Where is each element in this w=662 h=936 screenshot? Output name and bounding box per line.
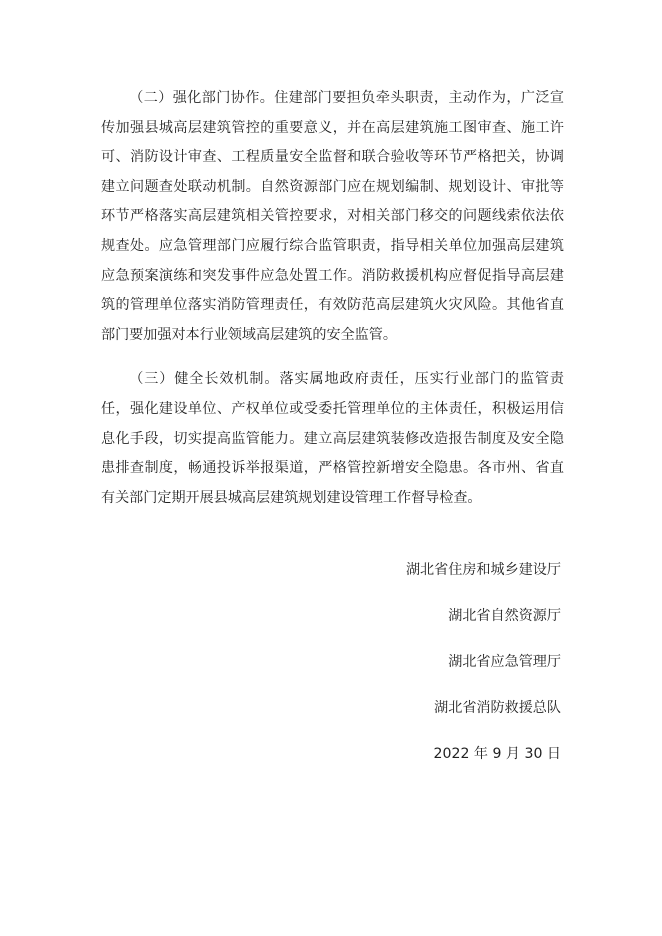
paragraph-long-term-mechanism: （三）健全长效机制。落实属地政府责任，压实行业部门的监管责任，强化建设单位、产权单位或受委托管理单位的主体责任，积极运用信息化手段，切实提高监管能力。建立高层建筑装修改造报告制度及安全隐患排查制度，畅通投诉举报渠道，严格管控新增安全隐患。各市州、省直有关部门定期开展县城高层建筑规划建设管理工作督导检查。	[101, 371, 564, 506]
paragraph-strengthen-coordination: （二）强化部门协作。住建部门要担负牵头职责，主动作为，广泛宣传加强县城高层建筑管控的重要意义，并在高层建筑施工图审查、施工许可、消防设计审查、工程质量安全监督和联合验收等环节严格把关，协调建立问题查处联动机制。自然资源部门应在规划编制、规划设计、审批等环节严格落实高层建筑相关管控要求，对相关部门移交的问题线索依法依规查处。应急管理部门应履行综合监管职责，指导相关单位加强高层建筑应急预案演练和突发事件应急处置工作。消防救援机构应督促指导高层建筑的管理单位落实消防管理责任，有效防范高层建筑火灾风险。其他省直部门要加强对本行业领域高层建筑的安全监管。	[101, 90, 564, 343]
signature-block	[406, 560, 561, 790]
signature-emergency-management-department: 湖北省应急管理厅	[448, 654, 561, 670]
document-body	[101, 84, 564, 513]
signature-fire-rescue-corps: 湖北省消防救援总队	[434, 700, 561, 716]
document-date: 2022 年 9 月 30 日	[433, 746, 561, 762]
signature-housing-department: 湖北省住房和城乡建设厅	[405, 562, 561, 578]
signature-natural-resources-department: 湖北省自然资源厅	[448, 608, 561, 624]
